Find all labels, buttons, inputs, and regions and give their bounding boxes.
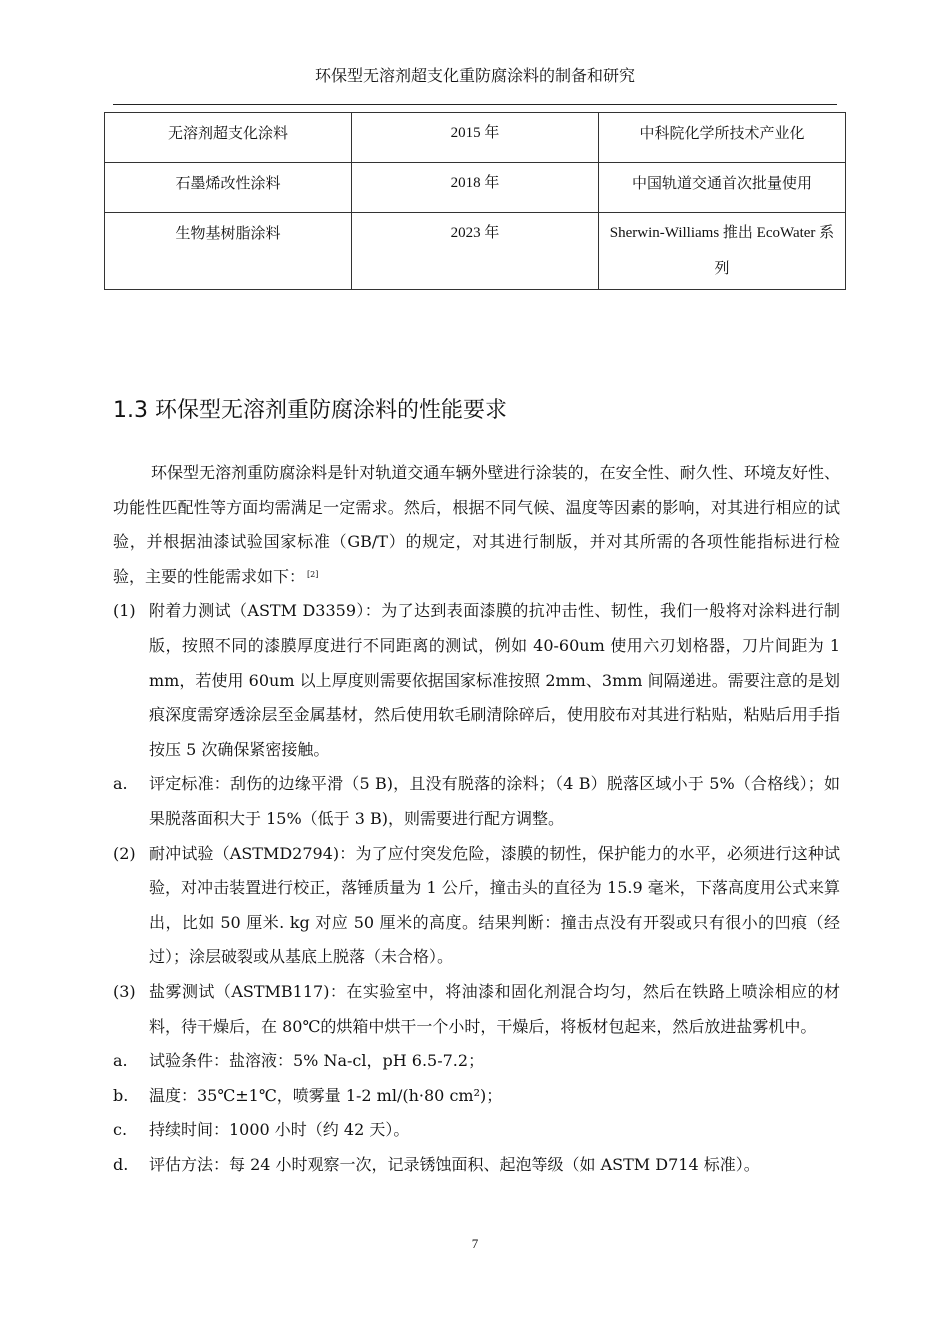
- list-marker: d.: [113, 1154, 129, 1174]
- table-cell: 无溶剂超支化涂料: [105, 113, 352, 163]
- list-item: [113, 1044, 840, 1079]
- table-cell: 中科院化学所技术产业化: [599, 113, 846, 163]
- citation-ref: [2]: [307, 569, 319, 579]
- header-divider: [113, 104, 837, 105]
- coating-history-table: [104, 112, 846, 290]
- page-number: 7: [471, 1236, 479, 1251]
- section-body: [113, 456, 840, 1182]
- intro-paragraph: [113, 456, 840, 594]
- running-header: 环保型无溶剂超支化重防腐涂料的制备和研究: [314, 66, 635, 85]
- table-cell: 中国轨道交通首次批量使用: [599, 163, 846, 213]
- table-cell: 2015 年: [352, 113, 599, 163]
- list-marker: b.: [113, 1085, 129, 1105]
- section-heading: 1.3 环保型无溶剂重防腐涂料的性能要求: [113, 398, 507, 423]
- list-item: [113, 594, 840, 767]
- list-marker: c.: [113, 1120, 128, 1140]
- list-item: [113, 767, 840, 836]
- list-item: [113, 837, 840, 975]
- table-cell: 石墨烯改性涂料: [105, 163, 352, 213]
- table-row: [105, 113, 846, 163]
- list-item-text: 持续时间：1000 小时（约 42 天）。: [149, 1120, 410, 1140]
- list-marker: (3): [113, 981, 136, 1001]
- list-item-text: 盐雾测试（ASTMB117)：在实验室中，将油漆和固化剂混合均匀，然后在铁路上喷涂相应的材料，待干燥后，在 80℃的烘箱中烘干一个小时，干燥后，将板材包起来，然后放进盐雾机中。: [149, 981, 840, 1036]
- list-marker: (2): [113, 843, 136, 863]
- list-item: [113, 1148, 840, 1183]
- list-marker: a.: [113, 774, 128, 794]
- intro-text: 环保型无溶剂重防腐涂料是针对轨道交通车辆外壁进行涂装的，在安全性、耐久性、环境友好性、功能性匹配性等方面均需满足一定需求。然后，根据不同气候、温度等因素的影响，对其进行相应的试验，并根据油漆试验国家标准（GB/T）的规定，对其进行制版，并对其所需的各项性能指标进行检验，主要的性能需求如下：: [113, 463, 840, 586]
- table-cell: 生物基树脂涂料: [105, 213, 352, 290]
- list-item-text: 附着力测试（ASTM D3359）：为了达到表面漆膜的抗冲击性、韧性，我们一般将对涂料进行制版，按照不同的漆膜厚度进行不同距离的测试，例如 40-60um 使用六刃划格器，刀片间距为 1 mm，若使用 60um 以上厚度则需要依据国家标准按照 2mm、3mm 间隔递进。需要注意的是划痕深度需穿透涂层至金属基材，然后使用软毛刷清除碎后，使用胶布对其进行粘贴，粘贴后用手指按压 5 次确保紧密接触。: [149, 601, 840, 759]
- list-marker: (1): [113, 601, 136, 621]
- list-item-text: 评定标准：刮伤的边缘平滑（5 B)，且没有脱落的涂料；（4 B）脱落区域小于 5%（合格线）；如果脱落面积大于 15%（低于 3 B)，则需要进行配方调整。: [149, 774, 840, 828]
- table-cell: 2018 年: [352, 163, 599, 213]
- list-item: [113, 975, 840, 1044]
- list-item-text: 评估方法：每 24 小时观察一次，记录锈蚀面积、起泡等级（如 ASTM D714 标准）。: [149, 1154, 760, 1174]
- list-item: [113, 1113, 840, 1148]
- table-row: [105, 163, 846, 213]
- table-row: [105, 213, 846, 290]
- table-cell: Sherwin-Williams 推出 EcoWater 系列: [599, 213, 846, 290]
- list-marker: a.: [113, 1051, 128, 1071]
- list-item-text: 耐冲试验（ASTMD2794)：为了应付突发危险，漆膜的韧性，保护能力的水平，必须进行这种试验，对冲击装置进行校正，落锤质量为 1 公斤，撞击头的直径为 15.9 毫米，下落高度用公式来算出，比如 50 厘米. kg 对应 50 厘米的高度。结果判断：撞击点没有开裂或只有很小的凹痕（经过）；涂层破裂或从基底上脱落（未合格）。: [149, 843, 840, 967]
- table-cell: 2023 年: [352, 213, 599, 290]
- list-item-text: 温度：35℃±1℃，喷雾量 1-2 ml/(h·80 cm²)；: [149, 1085, 503, 1105]
- list-item: [113, 1079, 840, 1114]
- list-item-text: 试验条件：盐溶液：5% Na-cl，pH 6.5-7.2；: [149, 1051, 485, 1071]
